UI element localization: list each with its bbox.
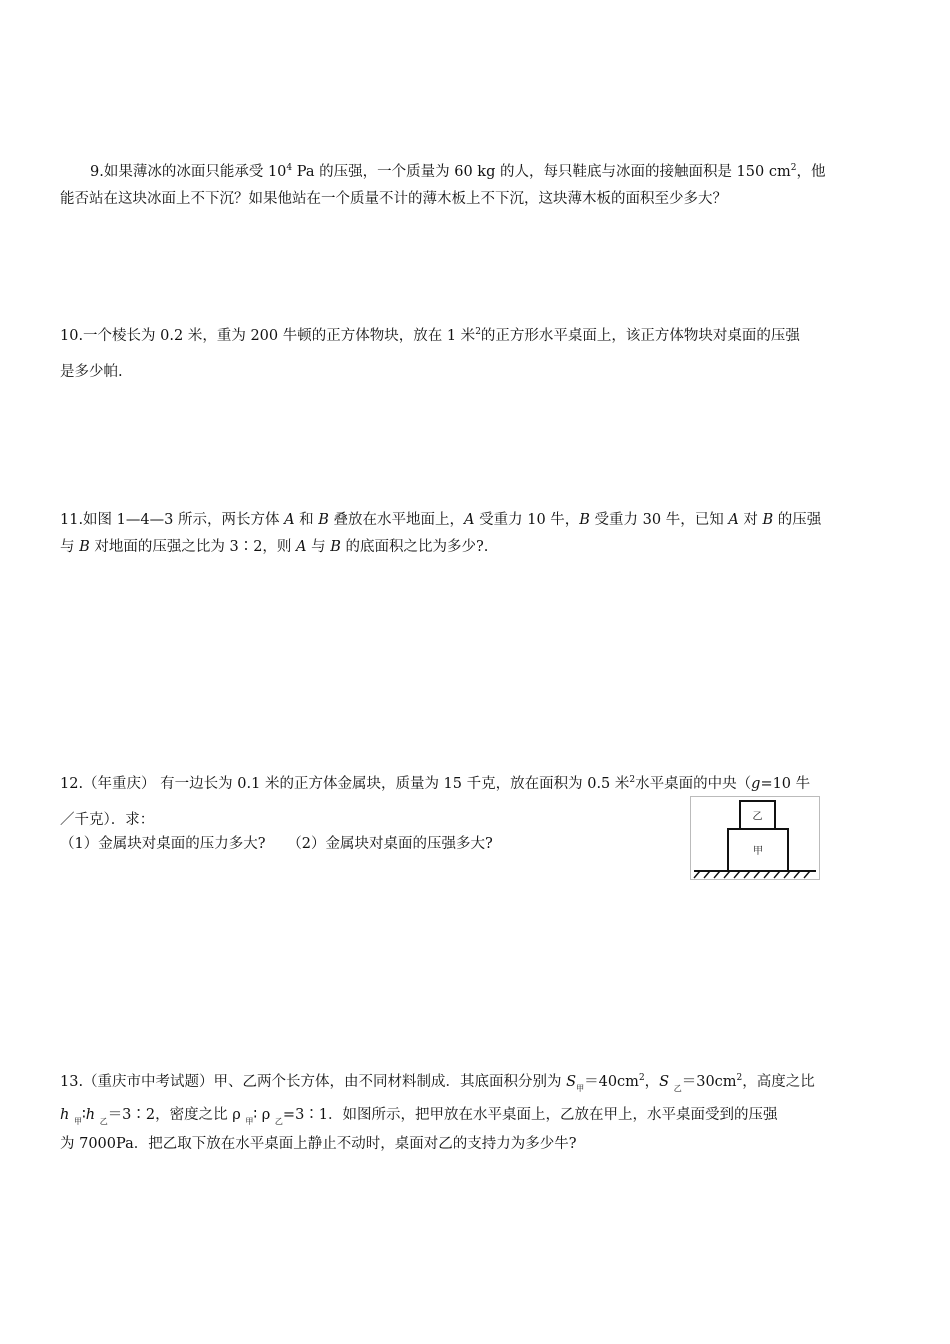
q12-line-1: 12.（年重庆） 有一边长为 0.1 米的正方体金属块，质量为 15 千克，放在面积为 0.5 米$^2$水平桌面的中央（g=10 牛 — [60, 775, 811, 792]
lower-block-label: 甲 — [753, 846, 763, 857]
q11-line-2: 与 B 对地面的压强之比为 3∶2，则 A 与 B 的底面积之比为多少?. — [60, 539, 489, 555]
upper-block-label: 乙 — [752, 811, 763, 823]
q10-line-2: 是多少帕. — [60, 364, 123, 380]
q13-line-3: 为 7000Pa．把乙取下放在水平桌面上静止不动时，桌面对乙的支持力为多少牛? — [60, 1136, 577, 1152]
q9-line-1: 9.如果薄冰的冰面只能承受 $10^4$ Pa 的压强，一个质量为 60 kg 的人，每只鞋底与冰面的接触面积是 150 $cm^2$，他 — [90, 163, 826, 180]
q10-line-1: 10.一个棱长为 0.2 米，重为 200 牛顿的正方体物块，放在 1 米$^2$的正方形水平桌面上，该正方体物块对桌面的压强 — [60, 327, 800, 344]
q13-line-2: h $_甲$∶h $_乙$＝3∶2，密度之比 ρ $_甲$∶ ρ $_乙$=3∶1．如图所示，把甲放在水平桌面上，乙放在甲上，水平桌面受到的压强 — [60, 1107, 778, 1126]
q11-line-1: 11.如图 1—4—3 所示，两长方体 A 和 B 叠放在水平地面上，A 受重力 10 牛，B 受重力 30 牛，已知 A 对 B 的压强 — [60, 512, 822, 528]
q13-line-1: 13.（重庆市中考试题）甲、乙两个长方体，由不同材料制成．其底面积分别为 $S_甲=40cm^2$，S $_乙=30cm^2$，高度之比 — [60, 1073, 815, 1093]
stacked-blocks-figure — [690, 796, 820, 880]
q12-line-3: （1）金属块对桌面的压力多大? （2）金属块对桌面的压强多大? — [60, 836, 493, 852]
q12-line-2: ／千克）．求： — [60, 812, 155, 828]
q9-line-2: 能否站在这块冰面上不下沉？如果他站在一个质量不计的薄木板上不下沉，这块薄木板的面积至少多大？ — [60, 191, 727, 207]
